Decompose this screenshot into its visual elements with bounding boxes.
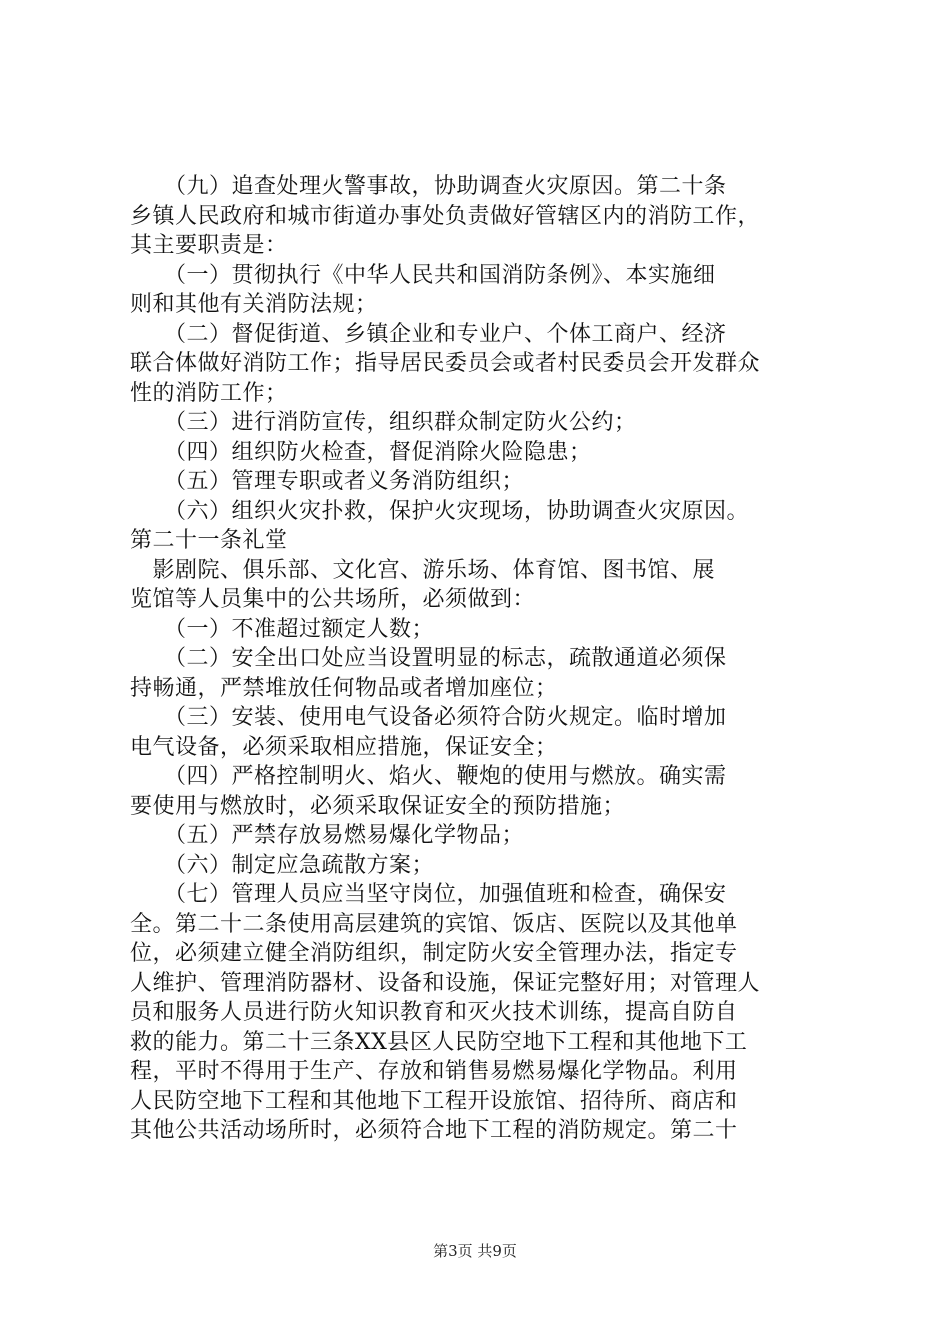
text-line: （四）组织防火检查，督促消除火险隐患； — [130, 439, 592, 465]
text-line: （五）严禁存放易燃易爆化学物品； — [130, 823, 525, 848]
text-line: （一）贯彻执行《中华人民共和国消防条例》、本实施细 — [130, 262, 716, 288]
text-line: （三）安装、使用电气设备必须符合防火规定。临时增加 — [130, 705, 727, 730]
text-line: 其主要职责是： — [130, 233, 288, 258]
text-line: （九）追查处理火警事故，协助调查火灾原因。第二十条 — [130, 174, 727, 199]
document-body — [130, 172, 830, 1146]
text-line: 程，平时不得用于生产、存放和销售易燃易爆化学物品。利用 — [130, 1059, 738, 1084]
text-line: （七）管理人员应当坚守岗位，加强值班和检查，确保安 — [130, 882, 727, 907]
text-line: 位，必须建立健全消防组织，制定防火安全管理办法，指定专 — [130, 941, 738, 966]
text-line: 览馆等人员集中的公共场所，必须做到： — [130, 587, 536, 612]
text-line: （三）进行消防宣传，组织群众制定防火公约； — [130, 410, 637, 435]
text-line: 乡镇人民政府和城市街道办事处负责做好管辖区内的消防工作， — [130, 203, 761, 229]
text-line: 救的能力。第二十三条XX县区人民防空地下工程和其他地下工 — [130, 1029, 748, 1055]
text-line: （六）制定应急疏散方案； — [130, 852, 435, 878]
text-line: 全。第二十二条使用高层建筑的宾馆、饭店、医院以及其他单 — [130, 911, 738, 937]
text-line: （五）管理专职或者义务消防组织； — [130, 469, 525, 494]
text-line: 员和服务人员进行防火知识教育和灭火技术训练，提高自防自 — [130, 1000, 738, 1025]
text-line: 持畅通，严禁堆放任何物品或者增加座位； — [130, 675, 558, 701]
text-line: 性的消防工作； — [130, 380, 288, 406]
text-line: （六）组织火灾扑救，保护火灾现场，协助调查火灾原因。 — [130, 498, 750, 524]
text-line: 人维护、管理消防器材、设备和设施，保证完整好用；对管理人 — [130, 970, 761, 996]
text-line: （四）严格控制明火、焰火、鞭炮的使用与燃放。确实需 — [130, 764, 727, 789]
text-line: 其他公共活动场所时，必须符合地下工程的消防规定。第二十 — [130, 1118, 738, 1143]
text-line: 联合体做好消防工作；指导居民委员会或者村民委员会开发群众 — [130, 351, 761, 376]
text-line: 第二十一条礼堂 — [130, 528, 288, 553]
text-line: 电气设备，必须采取相应措施，保证安全； — [130, 734, 558, 760]
page-footer: 第3页 共9页 — [433, 1242, 517, 1260]
text-line: （一）不准超过额定人数； — [130, 616, 435, 642]
text-line: 则和其他有关消防法规； — [130, 292, 378, 317]
text-line: 人民防空地下工程和其他地下工程开设旅馆、招待所、商店和 — [130, 1088, 738, 1114]
text-line: （二）安全出口处应当设置明显的标志，疏散通道必须保 — [130, 646, 727, 671]
text-line: （二）督促街道、乡镇企业和专业户、个体工商户、经济 — [130, 321, 727, 347]
text-line: 影剧院、俱乐部、文化宫、游乐场、体育馆、图书馆、展 — [130, 557, 716, 583]
text-line: 要使用与燃放时，必须采取保证安全的预防措施； — [130, 793, 626, 819]
